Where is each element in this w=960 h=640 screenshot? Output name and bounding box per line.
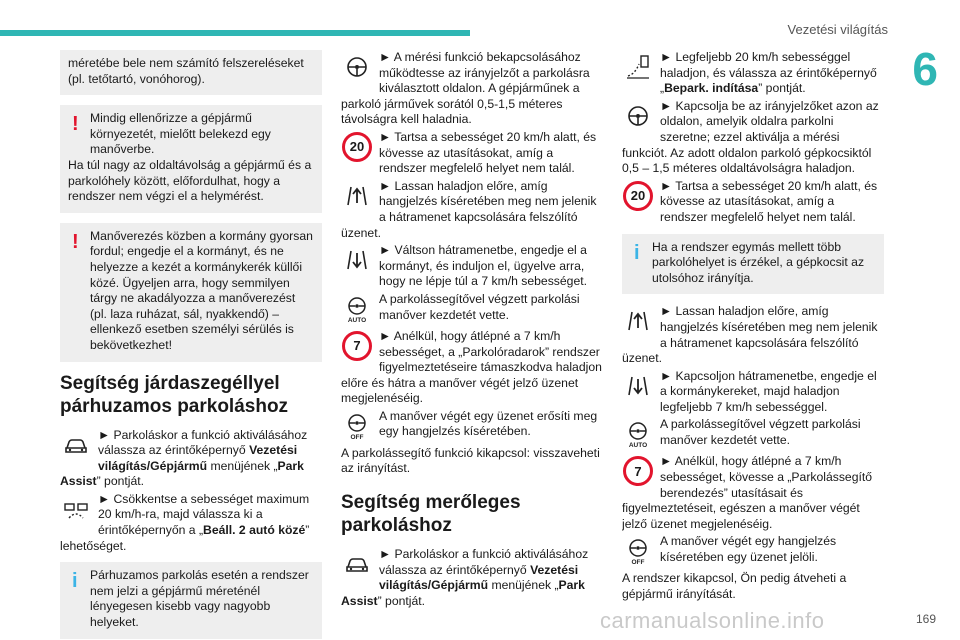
instruction-paragraph: ► Parkoláskor a funkció aktiválásához válassza az érintőképernyő Vezetési világítás/Gépjármű menüjének „Park Assist” pontját.: [60, 427, 308, 489]
instruction-paragraph: ► Váltson hátramenetbe, engedje el a kormányt, és induljon el, ügyelve arra, hogy ne lépje túl a 7 km/h sebességet.: [341, 243, 603, 290]
continued-note-box: [60, 50, 322, 95]
watermark: carmanualsonline.info: [600, 608, 825, 633]
svg-text:OFF: OFF: [631, 559, 645, 567]
steering-wheel-icon: [622, 100, 654, 132]
column-3: [622, 50, 884, 603]
instruction-paragraph: AUTO A parkolássegítővel végzett parkolási manőver kezdetét vette.: [622, 417, 884, 452]
instruction-paragraph: ► A mérési funkció bekapcsolásához működtesse az irányjelzőt a parkolásra kiválasztott oldalon. A gépjárműnek a parkoló járművek sorától 0,5-1,5 méteres távolságra kell haladnia.: [341, 50, 590, 127]
plain-paragraph: A rendszer kikapcsol, Ön pedig átveheti a gépjármű irányítását.: [622, 571, 847, 602]
instruction-paragraph: ► Legfeljebb 20 km/h sebességgel haladjon, és válassza az érintőképernyő „Bepark. indítása” pontját.: [622, 50, 884, 97]
steering-off-icon: [622, 535, 654, 567]
forward-arrow-icon: [341, 180, 373, 212]
warning-text: Mindig ellenőrizze a gépjármű környezetét, mielőtt belekezd egy manőverbe.: [90, 111, 271, 157]
info-icon: i: [634, 241, 640, 264]
instruction-paragraph: 20 ► Tartsa a sebességet 20 km/h alatt, és kövesse az utasításokat, amíg a rendszer megfelelő helyet nem talál.: [341, 130, 603, 177]
column-2: [341, 50, 603, 611]
instruction-paragraph: ► Kapcsoljon hátramenetbe, engedje el a kormánykereket, majd haladjon legfeljebb 7 km/h sebességgel.: [622, 369, 884, 416]
perpendicular-parking-icon: [622, 51, 654, 83]
instruction-paragraph: OFF A manőver végét egy üzenet erősíti meg egy hangjelzés kíséretében.: [341, 409, 603, 444]
auto-steering-icon: [622, 418, 654, 450]
steering-wheel-icon: [341, 51, 373, 83]
section-title: Vezetési világítás: [787, 22, 888, 37]
warning-text: Ha túl nagy az oldaltávolság a gépjármű és a parkolóhely között, előfordulhat, hogy a rendszer nem végzi el a helymérést.: [68, 157, 312, 204]
info-icon: i: [72, 570, 78, 593]
column-1: [60, 50, 322, 640]
speed-limit-20-icon: 20: [622, 180, 654, 212]
info-box: [622, 234, 884, 295]
speed-limit-7-icon: 7: [622, 455, 654, 487]
instruction-paragraph: ► Csökkentse a sebességet maximum 20 km/h-ra, majd válassza ki a érintőképernyőn a „Beáll. 2 autó közé” lehetőséget.: [60, 491, 310, 553]
svg-text:AUTO: AUTO: [347, 316, 367, 324]
warning-box-2: [60, 223, 322, 362]
auto-steering-icon: [341, 293, 373, 325]
instruction-paragraph: 7 ► Anélkül, hogy átlépné a 7 km/h sebességet, kövesse a „Parkolássegítő berendezés” utasításait és figyelmeztetéseit, egészen a manőver végét jelző üzenet megjelenéséig.: [622, 454, 873, 531]
page-number: 169: [915, 612, 936, 626]
reverse-arrow-icon: [622, 370, 654, 402]
instruction-paragraph: ► Lassan haladjon előre, amíg hangjelzés kíséretében meg nem jelenik a hátramenet kapcsolására felszólító üzenet.: [341, 178, 597, 240]
car-icon: [60, 429, 92, 461]
instruction-paragraph: ► Kapcsolja be az irányjelzőket azon az oldalon, amelyik oldalra parkolni szeretne; ezzel aktiválja a mérési funkciót. Az adott oldalon parkoló gépkocsiktól 0,5 – 1,5 méteres oldaltávolságra haladjon.: [622, 98, 879, 176]
note-text: méretébe bele nem számító felszereléseket (pl. tetőtartó, vonóhorog).: [68, 56, 304, 86]
warning-exclamation-icon: !: [72, 230, 79, 253]
warning-box-1: [60, 105, 322, 213]
instruction-paragraph: OFF A manőver végét egy hangjelzés kíséretében egy üzenet jelöli.: [622, 534, 884, 569]
warning-exclamation-icon: !: [72, 113, 79, 136]
instruction-paragraph: 20 ► Tartsa a sebességet 20 km/h alatt, és kövesse az utasításokat, amíg a rendszer megfelelő helyet nem talál.: [622, 179, 884, 226]
forward-arrow-icon: [622, 305, 654, 337]
warning-text: Manőverezés közben a kormány gyorsan fordul; engedje el a kormányt, és ne helyezze a kezét a kormánykerék küllői közé. Ügyeljen arra, hogy semmilyen tárgy ne akadályozza a manőverezést (pl. laza ruházat, sál, nyakkendő) – ellenkező esetben személyi sérülés is bekövetkezhet!: [90, 228, 313, 352]
parking-between-cars-icon: [60, 493, 92, 525]
header-accent-bar: [0, 30, 470, 36]
speed-limit-20-icon: 20: [341, 131, 373, 163]
svg-text:AUTO: AUTO: [628, 442, 648, 450]
instruction-paragraph: ► Parkoláskor a funkció aktiválásához válassza az érintőképernyő Vezetési világítás/Gépjármű menüjének „Park Assist” pontját.: [341, 547, 589, 608]
info-box: [60, 562, 322, 638]
section-heading: Segítség járdaszegéllyel párhuzamos parkoláshoz: [60, 372, 289, 417]
svg-text:OFF: OFF: [350, 433, 364, 441]
plain-paragraph: A parkolássegítő funkció kikapcsol: visszaveheti az irányítást.: [341, 445, 600, 476]
chapter-number: 6: [912, 43, 938, 95]
instruction-paragraph: AUTO A parkolássegítővel végzett parkolási manőver kezdetét vette.: [341, 292, 603, 327]
instruction-paragraph: ► Lassan haladjon előre, amíg hangjelzés kíséretében meg nem jelenik a hátramenet kapcsolására felszólító üzenet.: [622, 304, 878, 366]
steering-off-icon: [341, 410, 373, 442]
car-icon: [341, 548, 373, 580]
section-heading: Segítség merőleges parkoláshoz: [341, 492, 521, 537]
info-text: Párhuzamos parkolás esetén a rendszer nem jelzi a gépjármű méreténél lényegesen kisebb vagy nagyobb helyeket.: [90, 568, 309, 630]
instruction-paragraph: 7 ► Anélkül, hogy átlépné a 7 km/h sebességet, a „Parkolóradarok” rendszer figyelmeztetéseire támaszkodva haladjon előre és hátra a manőver végét jelző üzenet megjelenéséig.: [341, 328, 602, 406]
info-text: Ha a rendszer egymás mellett több parkolóhelyet is érzékel, a gépkocsit az utolsóhoz irányítja.: [652, 239, 865, 285]
speed-limit-7-icon: 7: [341, 330, 373, 362]
reverse-arrow-icon: [341, 244, 373, 276]
